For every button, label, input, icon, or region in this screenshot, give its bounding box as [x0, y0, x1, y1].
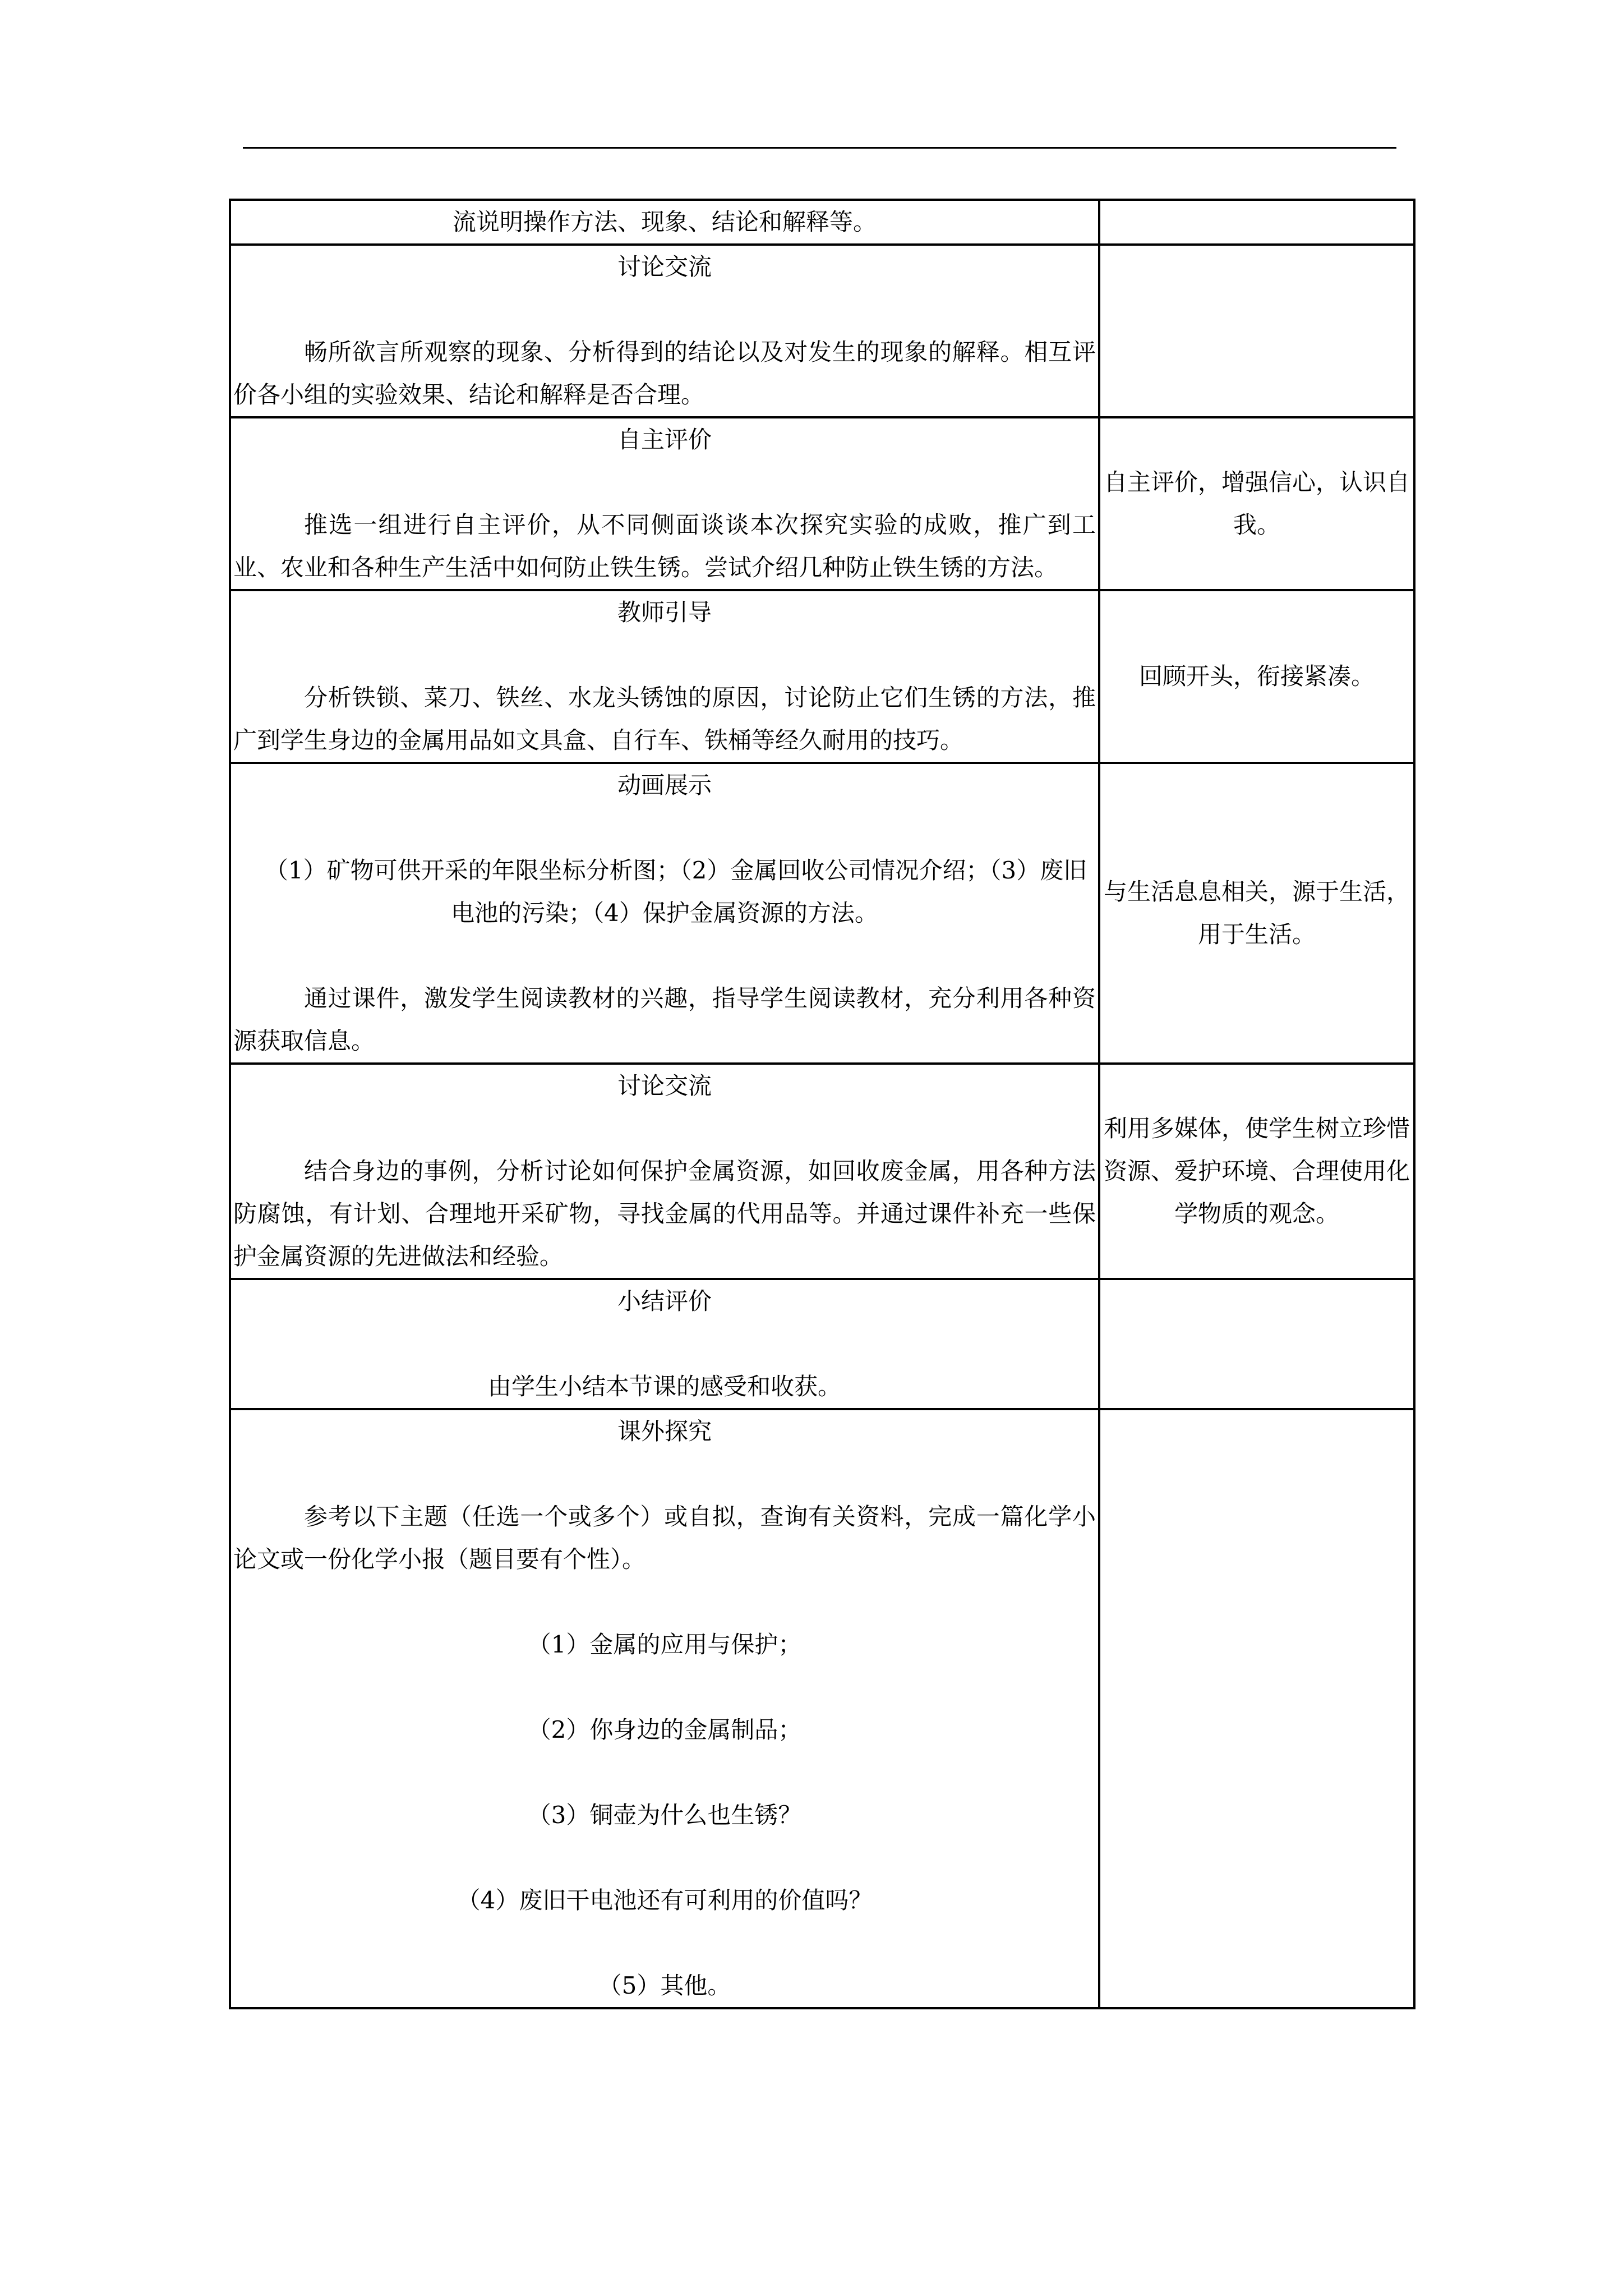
table-row — [230, 763, 1414, 1064]
table-row — [230, 200, 1414, 245]
note-cell — [1099, 763, 1414, 1064]
activity-text: 畅所欲言所观察的现象、分析得到的结论以及对发生的现象的解释。相互评价各小组的实验效果、结论和解释是否合理。 — [233, 338, 1096, 408]
activity-text: 流说明操作方法、现象、结论和解释等。 — [452, 208, 877, 236]
topic-item: （1）金属的应用与保护； — [527, 1631, 802, 1658]
activity-cell — [230, 245, 1099, 417]
activity-text: 分析铁锁、菜刀、铁丝、水龙头锈蚀的原因，讨论防止它们生锈的方法，推广到学生身边的金属用品如文具盒、自行车、铁桶等经久耐用的技巧。 — [233, 684, 1096, 754]
section-heading: 课外探究 — [617, 1418, 712, 1445]
table-row — [230, 1279, 1414, 1409]
activity-text: （1）矿物可供开采的年限坐标分析图；（2）金属回收公司情况介绍；（3）废旧电池的污染；（4）保护金属资源的方法。 — [264, 857, 1087, 927]
topic-item: （5）其他。 — [598, 1972, 731, 1999]
activity-cell — [230, 763, 1099, 1064]
activity-text: 推选一组进行自主评价，从不同侧面谈谈本次探究实验的成败，推广到工业、农业和各种生产生活中如何防止铁生锈。尝试介绍几种防止铁生锈的方法。 — [233, 511, 1096, 581]
section-heading: 动画展示 — [617, 771, 712, 799]
section-heading: 教师引导 — [617, 599, 712, 626]
design-note: 利用多媒体，使学生树立珍惜资源、爱护环境、合理使用化学物质的观念。 — [1103, 1115, 1410, 1227]
activity-cell — [230, 1279, 1099, 1409]
design-note: 回顾开头，衔接紧凑。 — [1138, 662, 1375, 690]
activity-cell — [230, 200, 1099, 245]
table-row — [230, 1409, 1414, 2008]
note-cell — [1099, 1279, 1414, 1409]
topic-item: （4）废旧干电池还有可利用的价值吗？ — [457, 1887, 873, 1914]
note-cell — [1099, 590, 1414, 763]
note-cell — [1099, 200, 1414, 245]
topic-item: （2）你身边的金属制品； — [527, 1716, 802, 1743]
section-heading: 小结评价 — [617, 1287, 712, 1315]
activity-cell — [230, 1064, 1099, 1279]
note-cell — [1099, 1064, 1414, 1279]
design-note: 与生活息息相关，源于生活，用于生活。 — [1103, 878, 1410, 948]
section-heading: 自主评价 — [617, 426, 712, 453]
topic-item: （3）铜壶为什么也生锈？ — [527, 1801, 802, 1829]
table-row — [230, 1064, 1414, 1279]
note-cell — [1099, 417, 1414, 590]
activity-text: 由学生小结本节课的感受和收获。 — [487, 1373, 841, 1400]
note-cell — [1099, 1409, 1414, 2008]
activity-text: 结合身边的事例，分析讨论如何保护金属资源，如回收废金属，用各种方法防腐蚀，有计划、合理地开采矿物，寻找金属的代用品等。并通过课件补充一些保护金属资源的先进做法和经验。 — [233, 1157, 1096, 1270]
header-rule — [243, 147, 1396, 149]
activity-cell — [230, 417, 1099, 590]
note-cell — [1099, 245, 1414, 417]
activity-text: 通过课件，激发学生阅读教材的兴趣，指导学生阅读教材，充分利用各种资源获取信息。 — [233, 984, 1096, 1055]
design-note: 自主评价，增强信心，认识自我。 — [1103, 468, 1410, 539]
activity-text: 参考以下主题（任选一个或多个）或自拟，查询有关资料，完成一篇化学小论文或一份化学小报（题目要有个性）。 — [233, 1503, 1096, 1573]
table-row — [230, 590, 1414, 763]
section-heading: 讨论交流 — [617, 1072, 712, 1099]
section-heading: 讨论交流 — [617, 253, 712, 280]
table-row — [230, 417, 1414, 590]
activity-cell — [230, 1409, 1099, 2008]
table-row — [230, 245, 1414, 417]
lesson-plan-table — [229, 199, 1415, 2009]
activity-cell — [230, 590, 1099, 763]
